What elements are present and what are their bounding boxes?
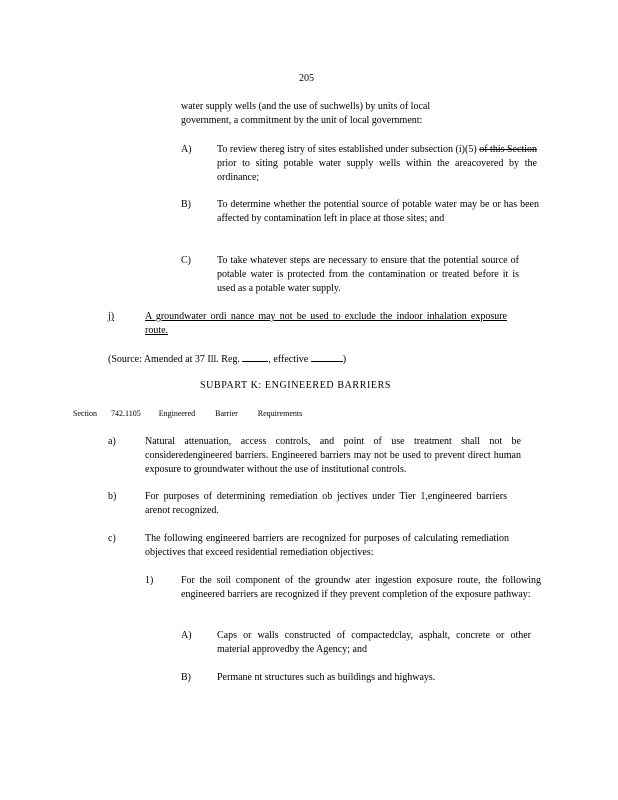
para-c-label: c) xyxy=(108,533,116,544)
source-reg-blank xyxy=(242,351,268,362)
intro-line-1: water supply wells (and the use of suchwells) by units of local xyxy=(181,101,431,112)
section-word: Section xyxy=(73,409,97,418)
item-a-label: A) xyxy=(181,144,192,155)
sub-item-b-label: B) xyxy=(181,672,191,683)
item-b-label: B) xyxy=(181,199,191,210)
sub-item-b-text: Permane nt structures such as buildings and highways. xyxy=(217,672,436,683)
item-a-deleted-text: of this Section xyxy=(479,144,537,155)
source-end: ) xyxy=(342,354,347,365)
intro-line-2: government, a commitment by the unit of local government: xyxy=(181,115,423,126)
para-b-text: For purposes of determining remediation ob jectives under Tier 1,engineered barriers arenot recognized. xyxy=(145,491,507,516)
item-c-text: To take whatever steps are necessary to ensure that the potential source of potable water is protected from the contamination or treated before it is used as a potable water supply. xyxy=(217,255,519,294)
intro-text xyxy=(181,100,478,128)
sub-1-text: For the soil component of the groundw ater ingestion exposure route, the following engineered barriers are recognized if they prevent completion of the exposure pathway: xyxy=(181,575,541,600)
para-a-label: a) xyxy=(108,436,116,447)
item-j-label: j) xyxy=(108,311,115,322)
item-b-text: To determine whether the potential source of potable water may be or has been affected by contamination left in place at those sites; and xyxy=(217,199,539,224)
source-date-blank xyxy=(311,351,343,362)
item-a-text-pre: To review thereg istry of sites established under subsection (i)(5) xyxy=(217,144,480,155)
section-number: 742.1105 xyxy=(111,409,141,418)
sub-item-a-label: A) xyxy=(181,630,192,641)
para-a-text: Natural attenuation, access controls, and point of use treatment shall not be consideredengineered barriers. Engineered barriers may not be used to prevent direct human exposure to groundwater without the use of institutional controls. xyxy=(145,436,521,475)
subpart-heading: SUBPART K: ENGINEERED BARRIERS xyxy=(200,380,392,391)
para-b-label: b) xyxy=(108,491,117,502)
sub-item-a-text: Caps or walls constructed of compactedclay, asphalt, concrete or other material approvedby the Agency; and xyxy=(217,630,531,655)
section-title: Engineered Barrier Requirements xyxy=(158,409,303,418)
page-number: 205 xyxy=(299,73,314,84)
source-prefix: (Source: Amended at 37 Ill. Reg. xyxy=(108,354,240,365)
source-mid: , effective xyxy=(268,354,309,365)
item-a-text-post: prior to siting potable water supply wells within the areacovered by the ordinance; xyxy=(217,158,537,183)
item-a-text xyxy=(217,143,537,185)
sub-1-label: 1) xyxy=(145,575,154,586)
section-heading xyxy=(73,407,302,421)
item-j-text: A groundwater ordi nance may not be used to exclude the indoor inhalation exposure route. xyxy=(145,311,507,336)
para-c-text: The following engineered barriers are recognized for purposes of calculating remediation objectives that exceed residential remediation objectives: xyxy=(145,533,509,558)
source-note xyxy=(108,351,346,367)
item-c-label: C) xyxy=(181,255,191,266)
